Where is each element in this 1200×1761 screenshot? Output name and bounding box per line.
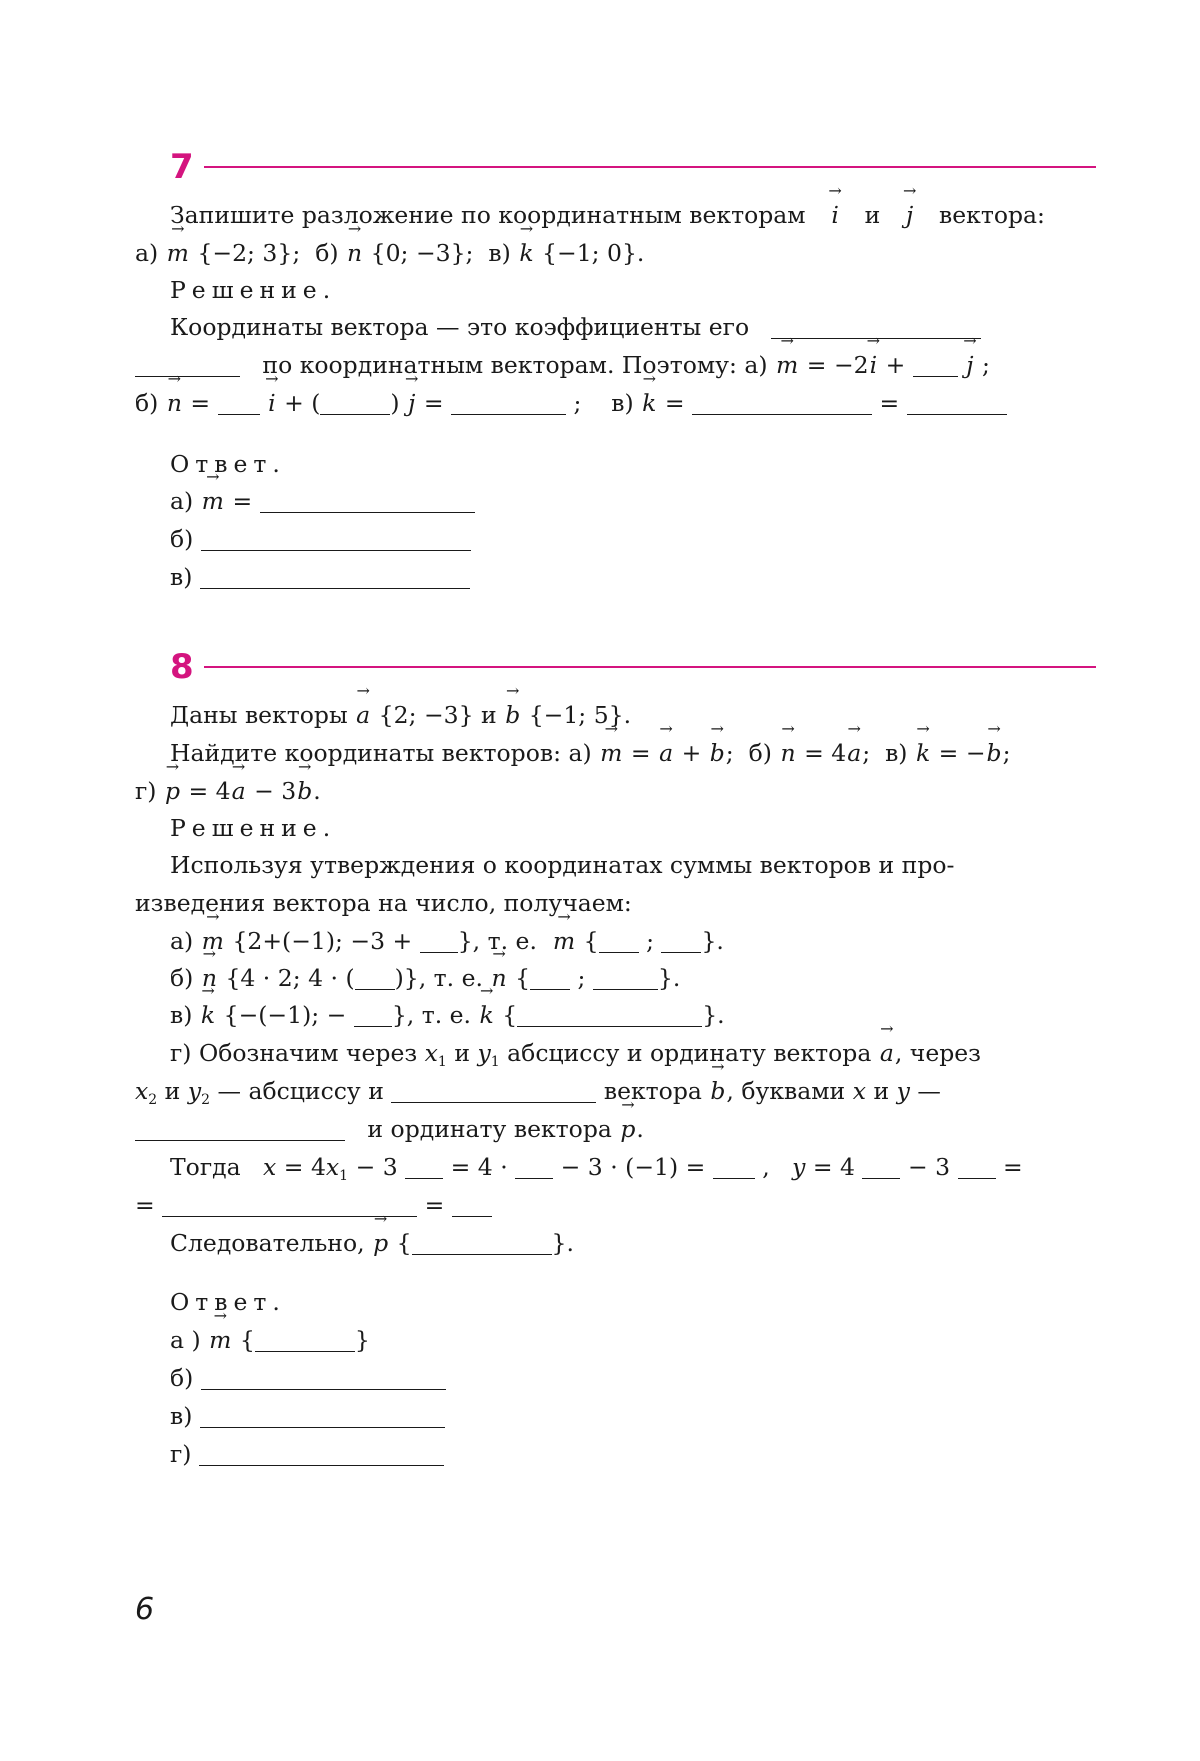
vec-a: → a [355,700,371,730]
vec-a: → a [231,776,247,806]
t7-l5a: по координатным векторам. Поэтому: а) [262,351,768,379]
vec-j: → j [407,388,416,418]
answer-blank [201,528,471,551]
blank [420,930,458,953]
vec-p: → p [372,1228,389,1258]
blank [135,354,240,377]
t7-l5b: = −2 [806,351,869,379]
blank [218,392,260,415]
task-8-header [170,647,1096,687]
g-text: абсциссу и ординату вектора [507,1039,872,1067]
vec-a: → a [658,738,674,768]
blank [530,967,570,990]
blank [405,1156,443,1179]
vec-n: → n [201,963,218,993]
t8-l1a: Даны векторы [170,701,348,729]
vec-n: → n [346,238,363,268]
t8-answer-a: а ) → m { } [170,1325,1045,1357]
t7-answer-b [170,524,1045,556]
vec-i: → i [869,350,879,380]
vec-i: → i [267,388,277,418]
t7-l2-m-coords: {−2; 3}; [197,239,301,267]
task-8-number: 8 [170,647,194,687]
answer-blank [199,1443,444,1466]
blank [135,1118,345,1141]
t7-l1a: Запишите разложение по координатным векторам [170,201,806,229]
vec-k: → k [479,1000,495,1030]
ans-label: а) [170,487,194,515]
t8-l2b: б) [748,739,772,767]
vec-k: → k [641,388,657,418]
vec-b: → b [504,700,521,730]
t8-then-line: Тогда $x = 4x_1 - 3 = 4$ · − 3 · (−1) = , y = 4 − 3 = [170,1153,1023,1184]
blank [958,1156,996,1179]
blank [713,1156,755,1179]
vec-p: → p [164,776,181,806]
t7-l2-k-coords: {−1; 0}. [542,239,645,267]
t8-l3a: г) [135,777,157,805]
page-number: 6 [135,1592,155,1627]
row-expr: {4 · 2; 4 · ( [225,964,355,992]
vec-m: → m [599,738,623,768]
blank [354,1004,392,1027]
t7-line-6: б) → n = → i + ( ) → j = ; в) → k = = [135,388,1045,420]
blank [391,1080,596,1103]
t7-l6a: б) [135,389,159,417]
blank [599,930,639,953]
ans-label: в) [170,563,193,591]
t8-l1b: {2; −3} и [378,701,497,729]
vec-i: → i [830,200,840,232]
vec-m: → m [775,350,799,380]
vec-j: → j [905,200,914,232]
g-text: и [873,1077,890,1105]
answer-blank [200,1405,445,1428]
vec-b: → b [709,1076,726,1106]
t7-answer-a: а) → m = [170,486,1045,518]
vec-n: → n [491,963,508,993]
answer-blank [255,1329,355,1352]
vec-n: → n [166,388,183,418]
therefore-word: Следовательно, [170,1229,365,1257]
vec-k: → k [518,238,534,268]
ans-label: г) [170,1440,192,1468]
vec-a: → a [879,1038,895,1068]
t7-answer-label: Ответ. [170,450,286,478]
ans-label: б) [170,525,194,553]
row-label: в) [170,1001,193,1029]
task-8-rule [204,666,1096,668]
vec-k: → k [915,738,931,768]
t8-l1c: {−1; 5}. [528,701,632,729]
blank [517,1004,702,1027]
t8-line-6: изведения вектора на число, получаем: [135,889,632,917]
t8-solution-label: Решение. [170,814,337,842]
t7-solution-label: Решение. [170,276,337,304]
blank [593,967,658,990]
row-label: а) [170,927,194,955]
vec-m: → m [201,926,225,956]
t7-l2-n-coords: {0; −3}; [370,239,474,267]
t8-g-line-2: $x_2$ и $y_2$ — абсциссу и вектора → b, буквами x и y — [135,1076,1045,1108]
answer-blank [200,566,470,589]
t8-row-a: а) → m {2+(−1); −3 + }, т. е. → m { ; }. [170,926,1045,958]
vec-p: → p [619,1114,636,1144]
t8-row-b: б) → n {4 · 2; 4 · ( )}, т. е. → n { ; }. [170,963,1045,995]
t8-line-2: Найдите координаты векторов: а) → m = → a + → b; б) → n = 4→ a; в) → k = −→ b; [170,738,1045,770]
blank [452,1194,492,1217]
g-text: , буквами [726,1077,846,1105]
g-text: — [917,1077,941,1105]
blank [320,392,390,415]
t8-answer-c [170,1401,1045,1433]
vec-m: → m [552,926,576,956]
vec-b: → b [709,738,726,768]
task-7-rule [204,166,1096,168]
t7-line-5: по координатным векторам. Поэтому: а) → m = −2→ i + → j ; [135,350,1045,382]
t7-l2-a: а) [135,239,159,267]
row-te: }, т. е. [391,1001,472,1029]
t8-answer-b [170,1363,1045,1395]
vec-j: → j [965,350,974,380]
vec-b: → b [296,776,313,806]
vec-k: → k [200,1000,216,1030]
ans-label: б) [170,1364,194,1392]
task-7-number: 7 [170,147,194,187]
t7-l1c: вектора: [939,201,1045,229]
then-word: Тогда [170,1153,241,1181]
vec-m: → m [201,486,225,516]
row-te: }, т. е. [457,927,537,955]
t8-g-line-3: и ординату вектора → p. [135,1114,1045,1146]
answer-blank [260,490,475,513]
vec-m: → m [166,238,190,268]
t8-then-line-2: = = [135,1190,1045,1222]
g-text: и [164,1077,181,1105]
blank [355,967,395,990]
t7-answer-c [170,562,1045,594]
vec-b: → b [986,738,1003,768]
row-expr: {−(−1); − [223,1001,347,1029]
row-expr: {2+(−1); −3 + [232,927,413,955]
t8-l2a: Найдите координаты векторов: а) [170,739,592,767]
g-text: и ординату вектора [367,1115,612,1143]
blank [412,1232,552,1255]
t7-l6b: в) [611,389,634,417]
g-text: и [454,1039,470,1067]
t8-row-c: в) → k {−(−1); − }, т. е. → k { }. [170,1000,1045,1032]
t8-l2c: в) [885,739,908,767]
t7-line-2 [135,238,1045,270]
blank [451,392,566,415]
vec-n: → n [779,738,796,768]
t8-line-3: г) → p = 4→ a − 3→ b. [135,776,1045,808]
t7-line-4 [170,312,1045,344]
t7-l4-text: Координаты вектора — это коэффициенты его [170,313,750,341]
t8-g-line-1: г) Обозначим через $x_1$ и $y_1$ абсциссу и ординату вектора → a, через [170,1038,1045,1070]
blank [907,392,1007,415]
g-text: г) Обозначим через [170,1039,418,1067]
vec-a: → a [846,738,862,768]
ans-label: в) [170,1402,193,1430]
t8-answer-d [170,1439,1045,1471]
t8-line-5: Используя утверждения о координатах суммы векторов и про- [170,851,955,879]
t7-l2-c: в) [488,239,511,267]
blank [862,1156,900,1179]
row-label: б) [170,964,194,992]
t8-therefore-line: Следовательно, → p { }. [170,1228,1045,1260]
row-te: )}, т. е. [394,964,484,992]
t7-line-1 [170,200,1045,232]
g-text: , через [894,1039,981,1067]
ans-label: а ) [170,1326,201,1354]
answer-blank [201,1367,446,1390]
t7-l1b: и [864,201,881,229]
t7-l2-b: б) [315,239,339,267]
g-text: — абсциссу и [217,1077,384,1105]
blank [661,930,701,953]
t8-answer-label: Ответ. [170,1288,286,1316]
blank [692,392,872,415]
vec-m: → m [208,1325,232,1355]
blank [913,354,958,377]
blank [515,1156,553,1179]
g-text: вектора [603,1077,702,1105]
task-7-header [170,147,1096,187]
